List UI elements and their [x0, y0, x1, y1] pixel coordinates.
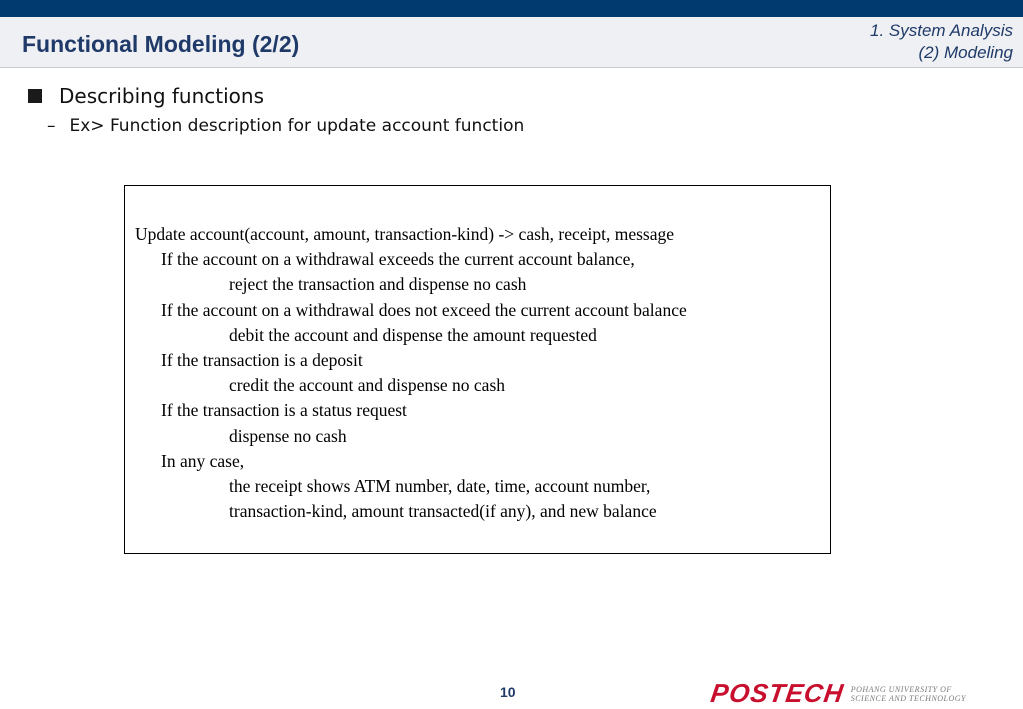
- logo-sub-line-2: SCIENCE AND TECHNOLOGY: [850, 693, 967, 703]
- square-bullet-icon: [28, 89, 42, 103]
- page-number: 10: [500, 684, 516, 700]
- logo-sub-line-1: POHANG UNIVERSITY OF: [850, 684, 952, 694]
- description-line: If the account on a withdrawal exceeds the current account balance,: [161, 249, 635, 270]
- description-line: transaction-kind, amount transacted(if any), and new balance: [229, 501, 657, 522]
- dash-bullet-icon: –: [47, 116, 56, 136]
- section-line-1: 1. System Analysis: [870, 21, 1013, 40]
- function-description-box: [124, 185, 831, 554]
- function-description: [135, 222, 687, 524]
- sub-bullet-text: Ex> Function description for update account function: [69, 116, 525, 136]
- sub-bullet-item: [47, 116, 524, 136]
- description-line: In any case,: [161, 450, 245, 471]
- description-line: If the account on a withdrawal does not exceed the current account balance: [161, 299, 687, 320]
- description-line: the receipt shows ATM number, date, time, account number,: [229, 476, 651, 497]
- description-line: dispense no cash: [229, 425, 347, 446]
- description-line: Update account(account, amount, transaction-kind) -> cash, receipt, message: [135, 224, 675, 244]
- top-bar: [0, 0, 1023, 17]
- description-line: credit the account and dispense no cash: [229, 375, 506, 396]
- description-line: If the transaction is a status request: [161, 400, 407, 421]
- logo-subtitle: [851, 685, 966, 703]
- section-label: [870, 20, 1013, 64]
- header: [0, 17, 1023, 68]
- section-line-2: (2) Modeling: [918, 43, 1013, 62]
- description-line: debit the account and dispense the amount requested: [229, 324, 597, 345]
- bullet-item: [28, 84, 264, 108]
- description-line: If the transaction is a deposit: [161, 350, 363, 371]
- description-line: reject the transaction and dispense no cash: [229, 274, 527, 295]
- page-title: Functional Modeling (2/2): [22, 31, 300, 57]
- postech-logo: [708, 678, 967, 709]
- logo-wordmark: POSTECH: [708, 678, 846, 708]
- bullet-text: Describing functions: [59, 84, 264, 108]
